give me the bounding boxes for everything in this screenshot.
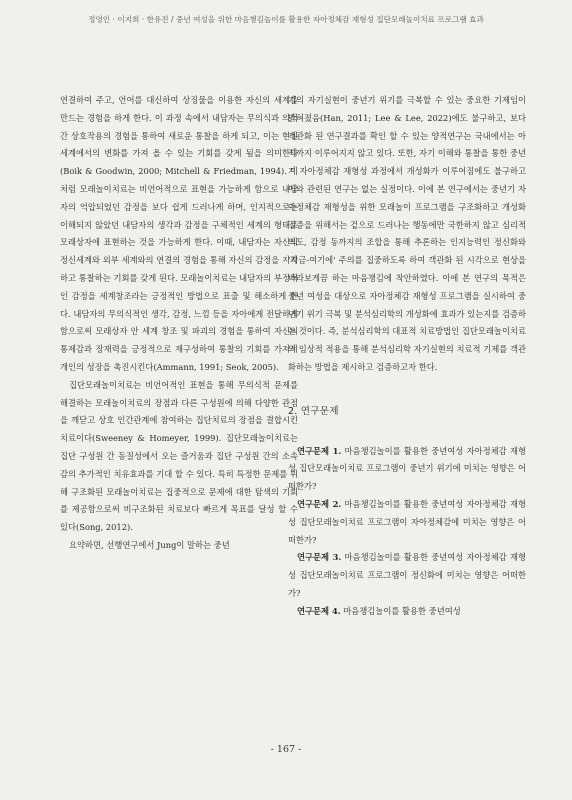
research-question-text: 마음챙김놀이를 활용한 중년여성 [343, 605, 461, 616]
research-question-text: 마음챙김놀이를 활용한 중년여성 자아정체감 재형성 집단모래놀이치료 프로그램이 중년기 위기에 미치는 영향은 어떠한가? [288, 445, 526, 492]
research-question-text: 마음챙김놀이를 활용한 중년여성 자아정체감 재형성 집단모래놀이치료 프로그램이 자아정체감에 미치는 영향은 어떠한가? [288, 498, 526, 545]
research-question [288, 443, 526, 496]
body-paragraph: 연결하여 주고, 언어를 대신하여 상징물을 이용한 자신의 세계를 만드는 경험을 하게 한다. 이 과정 속에서 내담자는 무의식과 의식간 상호작용의 경험을 통하여 새로운 통찰을 하게 되고, 이는 현실 세계에서의 변화를 가져 올 수 있는 기회를 갖게 됨을 의미한다(Boik & Goodwin, 2000; Mitchell & Friedman, 1994). 이처럼 모래놀이치료는 비언어적으로 표현을 가능하게 함으로 내담자의 억압되었던 감정을 보다 쉽게 드러나게 하며, 인지적으로는 이해되지 않았던 내담자의 생각과 감정을 구체적인 세계의 형태로 모래상자에 표현하는 것을 가능하게 한다. 이때, 내담자는 자신의 정신세계와 외부 세계와의 연결의 경험을 통해 자신의 감정을 지각하고 통찰하는 기회를 갖게 된다. 모래놀이치료는 내담자의 부정적인 감정을 세계창조라는 긍정적인 방법으로 표출 및 해소하게 한다. 내담자의 무의식적인 생각, 감정, 느낌 등을 자아에게 전달하게 함으로써 모래상자 안 세계 창조 및 파괴의 경험을 통하여 자신의 통제감과 장재력을 긍정적으로 재구성하여 통찰의 기회를 가져서 개인의 성장을 촉진시킨다(Ammann, 1991; Seok, 2005). [60, 95, 298, 372]
left-column [60, 92, 298, 555]
running-header: 정영인 · 이지희 · 한유진 / 중년 여성을 위한 마음챙김놀이를 활용한 자아정체감 재형성 집단모래놀이치료 프로그램 효과 [88, 15, 484, 24]
research-question-label: 연구문제 4. [297, 605, 341, 616]
body-paragraph: 집단모래놀이치료는 비언어적인 표현을 통해 무의식적 문제를 해결하는 모래놀이치료의 장점과 다른 구성원에 의해 다양한 관점을 깨닫고 상호 인간관계에 참여하는 집단치료의 장점을 결합시킨 치료이다(Sweeney & Homeyer, 1999). 집단모래놀이치료는 집단 구성원 간 동질성에서 오는 즐거움과 집단 구성원 간의 소속감의 추가적인 치유효과를 기대 할 수 있다. 특히 특정한 문제를 위해 구조화된 모래놀이치료는 집중적으로 문제에 대한 탐색의 기회를 제공함으로써 비구조화된 치료보다 빠르게 목표를 달성 할 수 있다(Song, 2012). [60, 379, 298, 533]
section-title: 2. 연구문제 [288, 405, 339, 417]
research-question [288, 496, 526, 549]
body-paragraph: 요약하면, 선행연구에서 Jung이 말하는 중년 [69, 539, 230, 550]
research-question-text: 마음챙김놀이를 활용한 중년여성 자아정체감 재형성 집단모래놀이치료 프로그램이 정신화에 미치는 영향은 어떠한가? [288, 552, 526, 598]
research-question [288, 549, 526, 602]
right-column [288, 92, 526, 621]
page-number: - 167 - [270, 744, 302, 755]
body-paragraph: 기의 자기실현이 중년기 위기를 극복할 수 있는 중요한 기제임이 밝혀졌음(Han, 2011; Lee & Lee, 2022)에도 불구하고, 보다 객관화 된 연구결과를 확인 할 수 있는 양적연구는 국내에서는 아직까지 이루어지지 않고 있다. 또한, 자기 이해와 통찰을 통한 중년기 자아정체감 재형성 과정에서 개성화가 이루어짐에도 불구하고 이와 관련된 연구는 없는 실정이다. 이에 본 연구에서는 중년기 자아정체감 재형성을 위한 모래놀이 프로그램을 구조화하고 개성화 검증을 위해서는 겉으로 드러나는 행동에만 국한하지 않고 심리적 의도, 감정 동까지의 조합을 통해 추론하는 인지능력인 정신화와 '지금-여기에' 주의를 집중하도록 하여 객관화 된 시각으로 현상을 바라보게끔 하는 마음챙김에 착안하였다. 이에 본 연구의 목적은 중년 여성을 대상으로 자아정체감 재형성 프로그램을 실시하여 중년기 위기 극복 및 분석심리학의 개성화에 효과가 있는지를 검증하는 것이다. 즉, 분석심리학의 대표적 치료방법인 집단모래놀이치료의 임상적 적용을 통해 분석심리학 자기실현의 치료적 기제를 객관화하는 방법을 제시하고 검증하고자 한다. [288, 95, 526, 372]
research-question-label: 연구문제 1. [297, 445, 342, 456]
research-question-label: 연구문제 3. [297, 552, 342, 563]
research-question-label: 연구문제 2. [297, 498, 342, 509]
research-question [288, 603, 526, 621]
